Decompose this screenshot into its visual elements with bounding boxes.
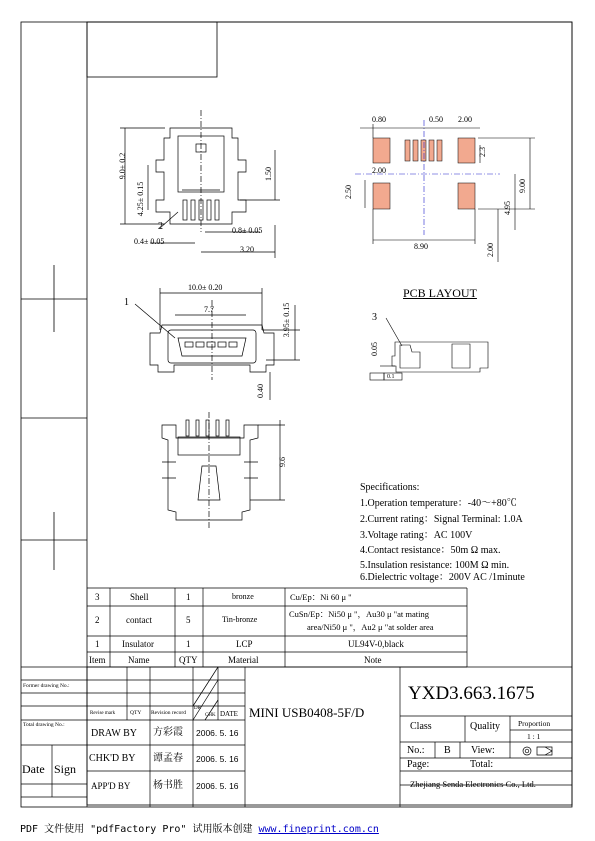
pcb-dim-200-top: 2.00 xyxy=(458,115,472,124)
pcb-dim-250: 2.50 xyxy=(344,185,353,199)
drawer-signature: 方彩霞 xyxy=(153,727,183,738)
callout-1: 1 xyxy=(124,297,129,308)
checker-signature: 谭孟春 xyxy=(153,753,183,764)
draw-by-label: DRAW BY xyxy=(91,728,137,739)
total-label: Total: xyxy=(470,759,494,770)
pcb-pad-tr xyxy=(458,138,475,163)
flatness-value: 0.1 xyxy=(387,374,395,380)
pdf-footer xyxy=(20,820,379,835)
sign-label: Sign xyxy=(54,762,77,776)
bom-note: CuSn/Ep：Ni50 μ "，Au30 μ "at mating xyxy=(289,609,430,619)
date-col-label: DATE xyxy=(220,710,238,718)
dim-top-pin-height: 4.25± 0.15 xyxy=(136,181,146,217)
bom-name: contact xyxy=(126,615,152,625)
quality-label: Quality xyxy=(470,721,500,732)
spec-item: 5.Insulation resistance: 100M Ω min. xyxy=(360,560,510,571)
dim-rear-height: 9.6 xyxy=(278,457,287,467)
pcb-pad-bl xyxy=(373,183,390,209)
bom-material: Tin-bronze xyxy=(222,615,258,624)
spec-item: 2.Current rating：Signal Terminal: 1.0A xyxy=(360,514,523,525)
bom-note: Cu/Ep：Ni 60 μ " xyxy=(290,592,352,602)
callout-3: 3 xyxy=(372,312,377,323)
appd-by-label: APP'D BY xyxy=(91,781,131,791)
spec-item: 1.Operation temperature：-40～+80℃ xyxy=(360,498,517,509)
scale-value: 1 : 1 xyxy=(527,732,541,741)
dim-front-width: 10.0± 0.20 xyxy=(188,283,223,292)
pcb-dim-900: 9.00 xyxy=(518,179,527,193)
bom-header-item: Item xyxy=(89,655,106,665)
pcb-dim-495: 4.95 xyxy=(503,201,512,215)
date-label: Date xyxy=(22,762,45,776)
company-name: Zhejiang Senda Electronics Co., Ltd. xyxy=(410,779,536,789)
dim-front-inner: 7.7 xyxy=(204,305,214,314)
pcb-layout xyxy=(355,120,535,262)
bom-material: LCP xyxy=(236,639,253,649)
pcb-layout-title: PCB LAYOUT xyxy=(403,286,477,300)
class-label: Class xyxy=(410,721,432,732)
callout-2: 2 xyxy=(158,221,163,232)
dr-label: DR xyxy=(194,706,201,711)
footer-text: PDF 文件使用 "pdfFactory Pro" 试用版本创建 xyxy=(20,824,259,835)
qty-label: QTY xyxy=(130,710,142,716)
dim-top-right: 1.50 xyxy=(264,167,273,181)
bom-item: 2 xyxy=(95,615,100,625)
pcb-pad-tl xyxy=(373,138,390,163)
bom-header-name: Name xyxy=(128,655,150,665)
page-label: Page: xyxy=(407,759,430,770)
rear-view xyxy=(162,412,285,530)
revise-mark-label: Revise mark xyxy=(90,711,116,716)
footer-link[interactable]: www.fineprint.com.cn xyxy=(258,824,379,835)
spec-item: 3.Voltage rating：AC 100V xyxy=(360,530,473,541)
bom-note-line2: area/Ni50 μ "，Au2 μ "at solder area xyxy=(307,622,434,632)
no-value: B xyxy=(444,745,451,756)
chk-date: 2006. 5. 16 xyxy=(196,754,239,764)
bom-name: Insulator xyxy=(122,639,154,649)
front-view xyxy=(135,288,300,400)
bom-note: UL94V-0,black xyxy=(348,639,404,649)
dim-pin-pitch: 0.8± 0.05 xyxy=(232,226,263,235)
pcb-dim-23: 2.3 xyxy=(478,147,487,157)
pcb-dim-050: 0.50 xyxy=(429,115,443,124)
chkd-by-label: CHK'D BY xyxy=(89,753,136,764)
bom-item: 3 xyxy=(95,592,100,602)
top-left-box xyxy=(87,22,217,77)
specs-heading: Specifications: xyxy=(360,482,420,493)
spec-item: 4.Contact resistance：50m Ω max. xyxy=(360,545,501,556)
side-view xyxy=(370,318,488,380)
former-drawing-label: Former drawing No.: xyxy=(23,683,70,689)
pcb-dim-080: 0.80 xyxy=(372,115,386,124)
dim-pin-width: 0.4± 0.05 xyxy=(134,237,165,246)
bom-header-material: Material xyxy=(228,655,259,665)
pcb-dim-890: 8.90 xyxy=(414,242,428,251)
pcb-dim-200-mid: 2.00 xyxy=(372,166,386,175)
dim-side: 0.05 xyxy=(370,342,379,356)
no-label: No.: xyxy=(407,745,425,756)
dim-pin-span: 3.20 xyxy=(240,245,254,254)
dim-top-height: 9.0± 0.2 xyxy=(118,152,128,180)
revision-record-label: Revision record xyxy=(151,710,186,716)
total-drawing-label: Total drawing No.: xyxy=(23,722,65,728)
bom-name: Shell xyxy=(130,592,149,602)
view-label: View: xyxy=(471,745,495,756)
dim-front-height: 3.95± 0.15 xyxy=(282,302,292,338)
pcb-dim-200-bottom: 2.00 xyxy=(486,243,495,257)
product-name: MINI USB0408-5F/D xyxy=(249,705,365,720)
bom-material: bronze xyxy=(232,592,254,601)
chk-label: CHK xyxy=(205,713,216,718)
bom-qty: 1 xyxy=(186,592,191,602)
pcb-pad-br xyxy=(458,183,475,209)
bom-header-qty: QTY xyxy=(179,655,198,665)
approver-signature: 杨书胜 xyxy=(153,780,183,791)
drawing-number: YXD3.663.1675 xyxy=(408,683,535,704)
bom-header-note: Note xyxy=(364,655,382,665)
bom-item: 1 xyxy=(95,639,100,649)
proportion-label: Proportion xyxy=(518,719,551,728)
dim-front-bottom: 0.40 xyxy=(256,384,265,398)
app-date: 2006. 5. 16 xyxy=(196,781,239,791)
spec-item: 6.Dielectric voltage：200V AC /1minute xyxy=(360,572,525,583)
draw-date: 2006. 5. 16 xyxy=(196,728,239,738)
bom-qty: 5 xyxy=(186,615,191,625)
bom-qty: 1 xyxy=(186,639,191,649)
